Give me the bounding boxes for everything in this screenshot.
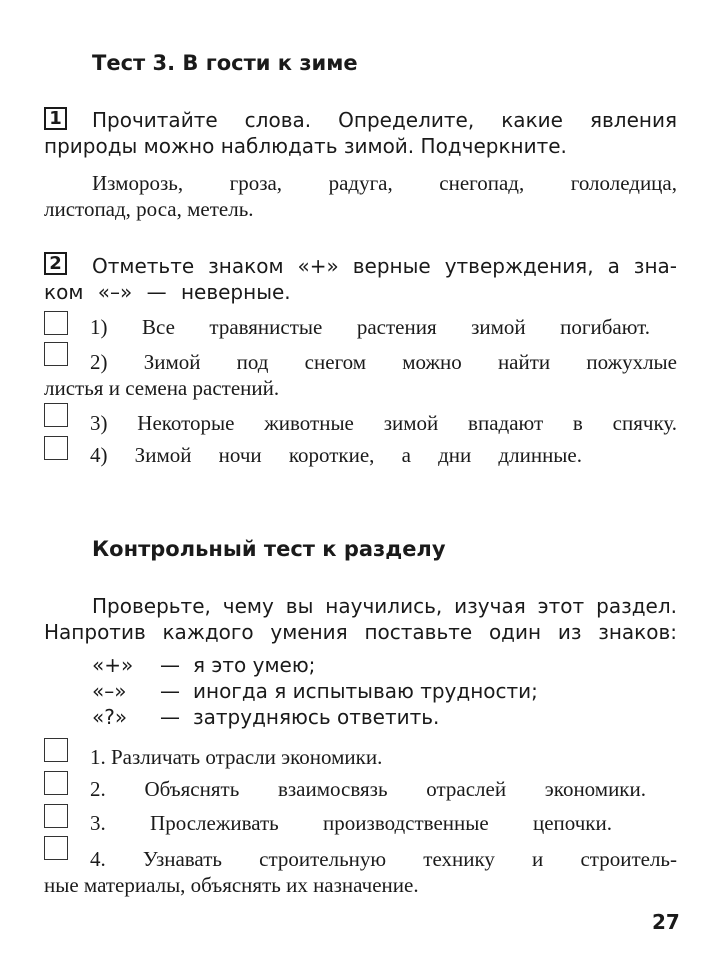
task1-words-line2: листопад, роса, метель. — [44, 197, 254, 221]
skill-1-checkbox[interactable] — [44, 738, 68, 762]
statement-3-checkbox[interactable] — [44, 403, 68, 427]
legend-minus-sign: «–» — [92, 679, 127, 703]
skill-4-text-line1: 4. Узнавать строительную технику и строитель- — [90, 847, 677, 871]
legend-minus-meaning: иногда я испытываю трудности; — [193, 679, 538, 703]
legend-plus-meaning: я это умею; — [193, 653, 316, 677]
task2-instruction-line2: ком «–» — неверные. — [44, 280, 291, 304]
skill-3-text: 3. Прослеживать производственные цепочки. — [90, 811, 612, 835]
skill-4-text-line2: ные материалы, объяснять их назначение. — [44, 873, 419, 897]
legend-question-meaning: затрудняюсь ответить. — [193, 705, 440, 729]
control-instruction-line1: Проверьте, чему вы научились, изучая этот раздел. — [92, 594, 677, 618]
statement-1-checkbox[interactable] — [44, 311, 68, 335]
test3-title: Тест 3. В гости к зиме — [92, 51, 358, 75]
control-test-title: Контрольный тест к разделу — [92, 537, 446, 561]
statement-2-text-line1: 2) Зимой под снегом можно найти пожухлые — [90, 350, 677, 374]
task1-instruction-line2: природы можно наблюдать зимой. Подчеркните. — [44, 134, 567, 158]
skill-2-checkbox[interactable] — [44, 771, 68, 795]
legend-question-sign: «?» — [92, 705, 128, 729]
statement-3-text: 3) Некоторые животные зимой впадают в спячку. — [90, 411, 677, 435]
page-number: 27 — [652, 910, 680, 934]
task1-instruction-line1: Прочитайте слова. Определите, какие явления — [92, 108, 677, 132]
task1-words-line1: Изморозь, гроза, радуга, снегопад, гололедица, — [92, 171, 677, 195]
task1-number-box: 1 — [44, 107, 67, 130]
skill-4-checkbox[interactable] — [44, 836, 68, 860]
task2-number-box: 2 — [44, 252, 67, 275]
legend-plus-sign: «+» — [92, 653, 134, 677]
skill-2-text: 2. Объяснять взаимосвязь отраслей экономики. — [90, 777, 646, 801]
statement-4-text: 4) Зимой ночи короткие, а дни длинные. — [90, 443, 582, 467]
statement-2-text-line2: листья и семена растений. — [44, 376, 280, 400]
control-instruction-line2: Напротив каждого умения поставьте один из знаков: — [44, 620, 677, 644]
skill-3-checkbox[interactable] — [44, 804, 68, 828]
skill-1-text: 1. Различать отрасли экономики. — [90, 745, 383, 769]
legend-minus-dash: — — [160, 679, 180, 703]
legend-plus-dash: — — [160, 653, 180, 677]
statement-2-checkbox[interactable] — [44, 342, 68, 366]
statement-1-text: 1) Все травянистые растения зимой погибают. — [90, 315, 650, 339]
legend-question-dash: — — [160, 705, 180, 729]
task2-instruction-line1: Отметьте знаком «+» верные утверждения, а зна- — [92, 254, 677, 278]
statement-4-checkbox[interactable] — [44, 436, 68, 460]
